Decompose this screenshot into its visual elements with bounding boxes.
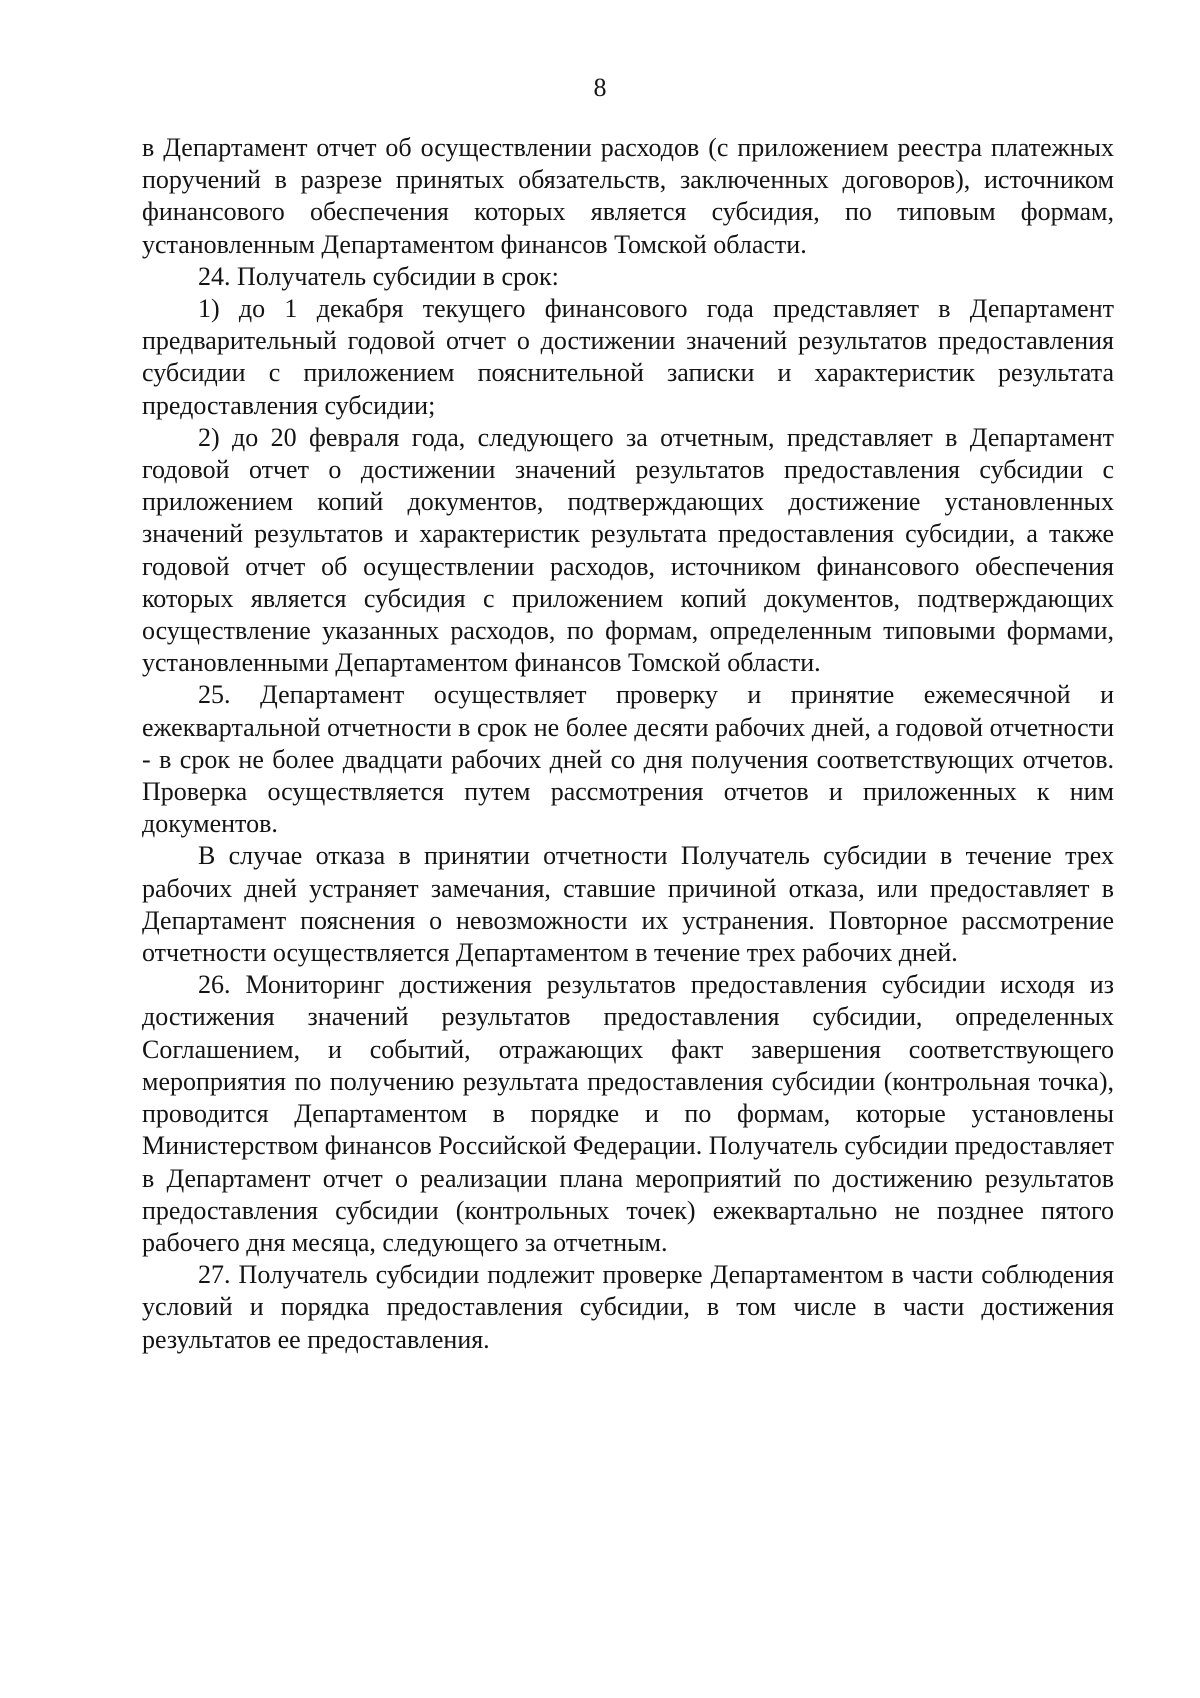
paragraph-item-25: 25. Департамент осуществляет проверку и принятие ежемесячной и ежеквартальной отчетности в срок не более десяти рабочих дней, а годовой отчетности - в срок не более двадцати рабочих дней со дня получения соответствующих отчетов. Проверка осуществляется путем рассмотрения отчетов и приложенных к ним документов. <box>142 680 1114 839</box>
paragraph-item-27: 27. Получатель субсидии подлежит проверке Департаментом в части соблюдения условий и порядка предоставления субсидии, в том числе в части достижения результатов ее предоставления. <box>142 1260 1114 1354</box>
paragraph-item-24-1: 1) до 1 декабря текущего финансового года представляет в Департамент предварительный годовой отчет о достижении значений результатов предоставления субсидии с приложением пояснительной записки и характеристик результата предоставления субсидии; <box>142 294 1114 420</box>
document-body <box>142 132 1114 1356</box>
paragraph-item-26: 26. Мониторинг достижения результатов предоставления субсидии исходя из достижения значений результатов предоставления субсидии, определенных Соглашением, и событий, отражающих факт завершения соответствующего мероприятия по получению результата предоставления субсидии (контрольная точка), проводится Департаментом в порядке и по формам, которые установлены Министерством финансов Российской Федерации. Получатель субсидии предоставляет в Департамент отчет о реализации плана мероприятий по достижению результатов предоставления субсидии (контрольных точек) ежеквартально не позднее пятого рабочего дня месяца, следующего за отчетным. <box>142 970 1114 1257</box>
paragraph-item-24: 24. Получатель субсидии в срок: <box>198 261 559 291</box>
page-number: 8 <box>593 73 607 102</box>
paragraph-continuation: в Департамент отчет об осуществлении расходов (с приложением реестра платежных поручений в разрезе принятых обязательств, заключенных договоров), источником финансового обеспечения которых является субсидия, по типовым формам, установленным Департаментом финансов Томской области. <box>142 133 1114 259</box>
paragraph-item-25-refusal: В случае отказа в принятии отчетности Получатель субсидии в течение трех рабочих дней устраняет замечания, ставшие причиной отказа, или предоставляет в Департамент пояснения о невозможности их устранения. Повторное рассмотрение отчетности осуществляется Департаментом в течение трех рабочих дней. <box>142 841 1114 968</box>
paragraph-item-24-2: 2) до 20 февраля года, следующего за отчетным, представляет в Департамент годовой отчет о достижении значений результатов предоставления субсидии с приложением копий документов, подтверждающих достижение установленных значений результатов и характеристик результата предоставления субсидии, а также годовой отчет об осуществлении расходов, источником финансового обеспечения которых является субсидия с приложением копий документов, подтверждающих осуществление указанных расходов, по формам, определенным типовыми формами, установленными Департаментом финансов Томской области. <box>142 422 1114 678</box>
